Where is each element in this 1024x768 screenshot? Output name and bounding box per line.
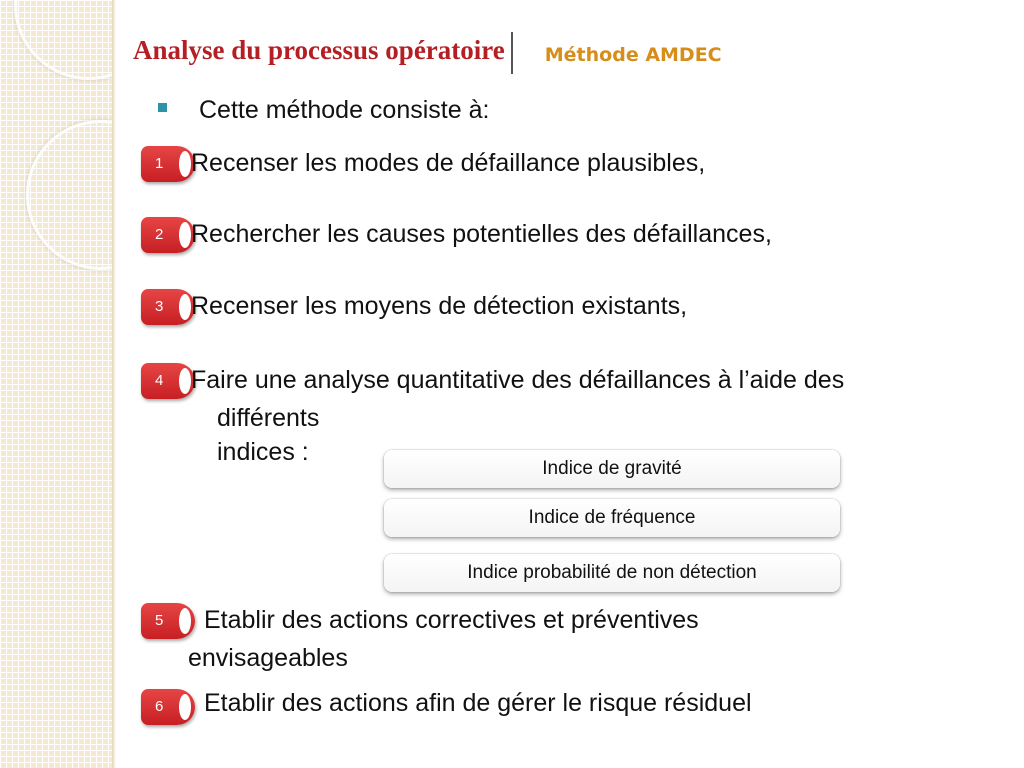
badge-cap (179, 694, 191, 720)
slide-subtitle: Méthode AMDEC (544, 44, 722, 66)
slide-title: Analyse du processus opératoire (133, 35, 505, 65)
badge-cap (179, 222, 191, 248)
step-text: Recenser les moyens de détection existants, (191, 292, 688, 320)
index-gravity-box: Indice de gravité (384, 450, 840, 488)
badge-cap (179, 368, 191, 394)
square-bullet-icon (158, 103, 167, 112)
decorative-circle (14, 0, 112, 80)
decorative-circle (26, 120, 112, 270)
step-number: 5 (155, 612, 164, 629)
step-number: 3 (155, 298, 164, 315)
step-text-continued: différents indices : (217, 404, 320, 466)
step-number-badge (141, 689, 195, 725)
title-divider (511, 32, 513, 74)
decorative-side-panel (0, 0, 112, 768)
step-text: Etablir des actions afin de gérer le risque résiduel (204, 689, 752, 717)
step-number-badge (141, 603, 195, 639)
index-frequency-box: Indice de fréquence (384, 499, 840, 537)
step-number: 2 (155, 226, 164, 243)
badge-cap (179, 608, 191, 634)
step-text: Recenser les modes de défaillance plausibles, (191, 149, 706, 177)
step-number-badge (141, 363, 195, 399)
slide-header (133, 30, 722, 76)
step-number: 6 (155, 698, 164, 715)
index-detection-box: Indice probabilité de non détection (384, 554, 840, 592)
badge-cap (179, 151, 191, 177)
step-number: 1 (155, 155, 164, 172)
step-number-badge (141, 146, 195, 182)
step-number: 4 (155, 372, 164, 389)
step-text: Rechercher les causes potentielles des défaillances, (191, 220, 772, 248)
side-panel-edge (112, 0, 116, 768)
step-text: Etablir des actions correctives et préventives (204, 606, 699, 634)
step-number-badge (141, 217, 195, 253)
step-number-badge (141, 289, 195, 325)
intro-text: Cette méthode consiste à: (199, 96, 490, 124)
intro-bullet (158, 96, 489, 125)
step-text: Faire une analyse quantitative des défaillances à l’aide des (191, 366, 845, 394)
step-text-continued: envisageables (188, 644, 348, 672)
badge-cap (179, 294, 191, 320)
